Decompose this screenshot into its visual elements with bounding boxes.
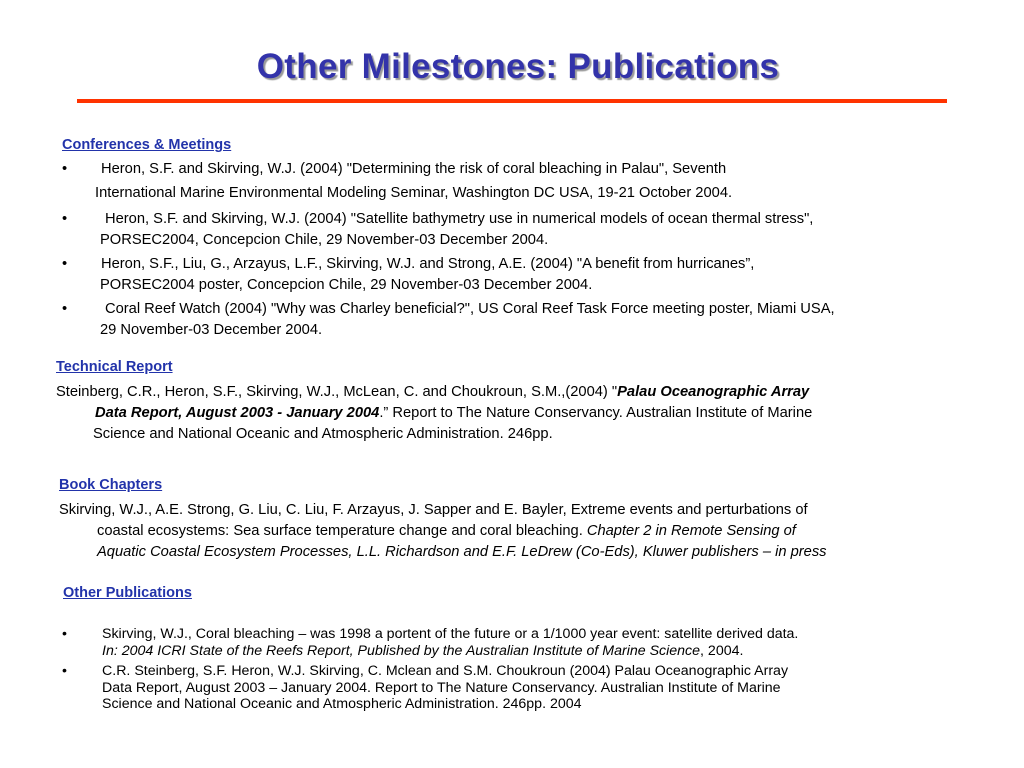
bullet-icon: • bbox=[62, 256, 68, 272]
book-chapter-line-1: Skirving, W.J., A.E. Strong, G. Liu, C. Liu, F. Arzayus, J. Sapper and E. Bayler, Extreme events and perturbations of bbox=[59, 502, 808, 518]
conferences-heading: Conferences & Meetings bbox=[62, 137, 232, 153]
page-title: Other Milestones: Publications bbox=[256, 47, 780, 86]
conference-item-2-line-1: Heron, S.F. and Skirving, W.J. (2004) "Satellite bathymetry use in numerical models of ocean thermal stress", bbox=[105, 211, 814, 227]
bullet-icon: • bbox=[62, 301, 68, 317]
conference-item-3-line-1: Heron, S.F., Liu, G., Arzayus, L.F., Skirving, W.J. and Strong, A.E. (2004) "A benefit from hurricanes”, bbox=[101, 256, 755, 272]
other-item-1-line-1: Skirving, W.J., Coral bleaching – was 1998 a portent of the future or a 1/1000 year event: satellite derived data. bbox=[102, 626, 799, 642]
conference-item-1-line-1: Heron, S.F. and Skirving, W.J. (2004) "Determining the risk of coral bleaching in Palau", Seventh bbox=[101, 161, 727, 177]
conference-item-4-line-1: Coral Reef Watch (2004) "Why was Charley beneficial?", US Coral Reef Task Force meeting poster, Miami USA, bbox=[105, 301, 835, 317]
book-chapter-line-3: Aquatic Coastal Ecosystem Processes, L.L. Richardson and E.F. LeDrew (Co-Eds), Kluwer publishers – in press bbox=[97, 544, 827, 560]
technical-report-line-2: Data Report, August 2003 - January 2004.” Report to The Nature Conservancy. Australian Institute of Marine bbox=[95, 405, 813, 421]
conference-item-4-line-2: 29 November-03 December 2004. bbox=[100, 322, 323, 338]
bullet-icon: • bbox=[62, 663, 67, 679]
other-item-1-line-2: In: 2004 ICRI State of the Reefs Report, Published by the Australian Institute of Marine Science, 2004. bbox=[102, 643, 744, 659]
other-item-2-line-2: Data Report, August 2003 – January 2004. Report to The Nature Conservancy. Australian Institute of Marine bbox=[102, 680, 781, 696]
technical-report-heading: Technical Report bbox=[56, 359, 173, 375]
conference-item-3-line-2: PORSEC2004 poster, Concepcion Chile, 29 November-03 December 2004. bbox=[100, 277, 593, 293]
bullet-icon: • bbox=[62, 161, 68, 177]
book-chapters-heading: Book Chapters bbox=[59, 477, 163, 493]
bullet-icon: • bbox=[62, 626, 67, 642]
title-underline-rule bbox=[77, 99, 947, 103]
technical-report-line-3: Science and National Oceanic and Atmospheric Administration. 246pp. bbox=[93, 426, 553, 442]
bullet-icon: • bbox=[62, 211, 68, 227]
conference-item-1-line-2: International Marine Environmental Modeling Seminar, Washington DC USA, 19-21 October 2004. bbox=[95, 185, 733, 201]
book-chapter-line-2: coastal ecosystems: Sea surface temperature change and coral bleaching. Chapter 2 in Remote Sensing of bbox=[97, 523, 796, 539]
other-item-2-line-1: C.R. Steinberg, S.F. Heron, W.J. Skirving, C. Mclean and S.M. Choukroun (2004) Palau Oceanographic Array bbox=[102, 663, 789, 679]
technical-report-line-1: Steinberg, C.R., Heron, S.F., Skirving, W.J., McLean, C. and Choukroun, S.M.,(2004) "Palau Oceanographic Array bbox=[56, 384, 810, 400]
conference-item-2-line-2: PORSEC2004, Concepcion Chile, 29 November-03 December 2004. bbox=[100, 232, 549, 248]
other-item-2-line-3: Science and National Oceanic and Atmospheric Administration. 246pp. 2004 bbox=[102, 696, 582, 712]
other-publications-heading: Other Publications bbox=[63, 585, 192, 601]
